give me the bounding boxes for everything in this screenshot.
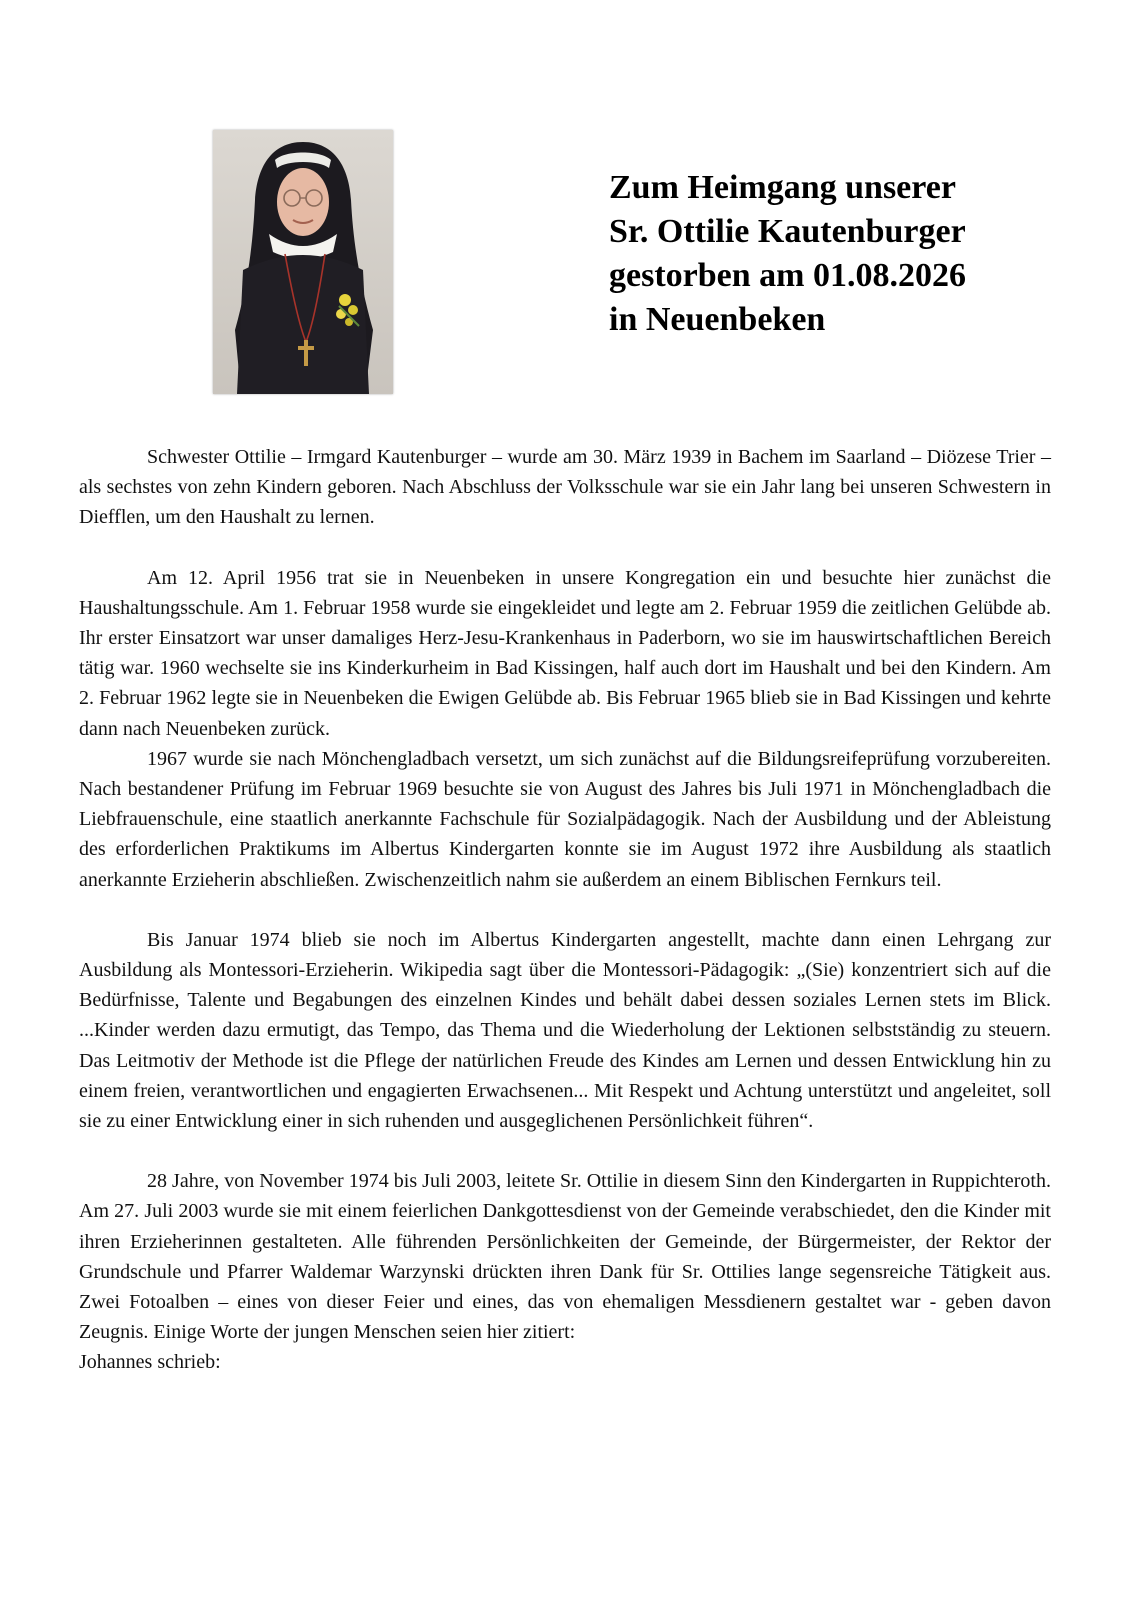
paragraph-quote-intro: Johannes schrieb:: [79, 1351, 221, 1374]
paragraph-birth: Schwester Ottilie – Irmgard Kautenburger – wurde am 30. März 1939 in Bachem im Saarland – Diözese Trier – als sechstes von zehn Kindern geboren. Nach Abschluss der Volksschule war sie ein Jahr lang bei unseren Schwestern in Diefflen, um den Haushalt zu lernen.: [79, 446, 1051, 529]
heading-line: Sr. Ottilie Kautenburger: [609, 213, 966, 250]
paragraph-kindergarten: 28 Jahre, von November 1974 bis Juli 2003, leitete Sr. Ottilie in diesem Sinn den Kindergarten in Ruppichteroth. Am 27. Juli 2003 wurde sie mit einem feierlichen Dankgottesdienst von der Gemeinde verabschiedet, den die Kinder mit ihren Erzieherinnen gestalteten. Alle führenden Persönlichkeiten der Gemeinde, der Bürgermeister, der Rektor der Grundschule und Pfarrer Waldemar Warzynski drückten ihren Dank für Sr. Ottilies lange segensreiche Tätigkeit aus. Zwei Fotoalben – eines von dieser Feier und eines, das von ehemaligen Messdienern gestaltet war - geben davon Zeugnis. Einige Worte der jungen Menschen seien hier zitiert:: [79, 1170, 1051, 1344]
portrait-photo: [213, 130, 393, 394]
paragraph-education: 1967 wurde sie nach Mönchengladbach versetzt, um sich zunächst auf die Bildungsreifeprüfung vorzubereiten. Nach bestandener Prüfung im Februar 1969 besuchte sie von August des Jahres bis Juli 1971 in Mönchengladbach die Liebfrauenschule, eine staatlich anerkannte Fachschule für Sozialpädagogik. Nach der Ausbildung und der Ableistung des erforderlichen Praktikums im Albertus Kindergarten konnte sie im August 1972 ihre Ausbildung als staatlich anerkannte Erzieherin abschließen. Zwischenzeitlich nahm sie außerdem an einem Biblischen Fernkurs teil.: [79, 747, 1051, 891]
paragraph-entry: Am 12. April 1956 trat sie in Neuenbeken in unsere Kongregation ein und besuchte hier zunächst die Haushaltungsschule. Am 1. Februar 1958 wurde sie eingekleidet und legte am 2. Februar 1959 die zeitlichen Gelübde ab. Ihr erster Einsatzort war unser damaliges Herz-Jesu-Krankenhaus in Paderborn, wo sie im hauswirtschaftlichen Bereich tätig war. 1960 wechselte sie ins Kinderkurheim in Bad Kissingen, half auch dort im Haushalt und bei den Kindern. Am 2. Februar 1962 legte sie in Neuenbeken die Ewigen Gelübde ab. Bis Februar 1965 blieb sie in Bad Kissingen und kehrte dann nach Neuenbeken zurück.: [79, 566, 1051, 740]
heading-line: in Neuenbeken: [609, 301, 826, 338]
obituary-body: [79, 442, 1051, 1378]
heading-line: gestorben am 01.08.2026: [609, 257, 966, 294]
paragraph-montessori: Bis Januar 1974 blieb sie noch im Albertus Kindergarten angestellt, machte dann einen Lehrgang zur Ausbildung als Montessori-Erzieherin. Wikipedia sagt über die Montessori-Pädagogik: „(Sie) konzentriert sich auf die Bedürfnisse, Talente und Begabungen des einzelnen Kindes und behält dabei dessen soziales Lernen stets im Blick. ...Kinder werden dazu ermutigt, das Tempo, das Thema und die Wiederholung der Lektionen selbstständig zu steuern. Das Leitmotiv der Methode ist die Pflege der natürlichen Freude des Kindes am Lernen und dessen Entwicklung hin zu einem freien, verantwortlichen und engagierten Erwachsenen... Mit Respekt und Achtung unterstützt und angeleitet, soll sie zu einer Entwicklung einer in sich ruhenden und ausgeglichenen Persönlichkeit führen“.: [79, 928, 1051, 1133]
heading-line: Zum Heimgang unserer: [609, 169, 956, 206]
obituary-heading: [609, 166, 1109, 342]
